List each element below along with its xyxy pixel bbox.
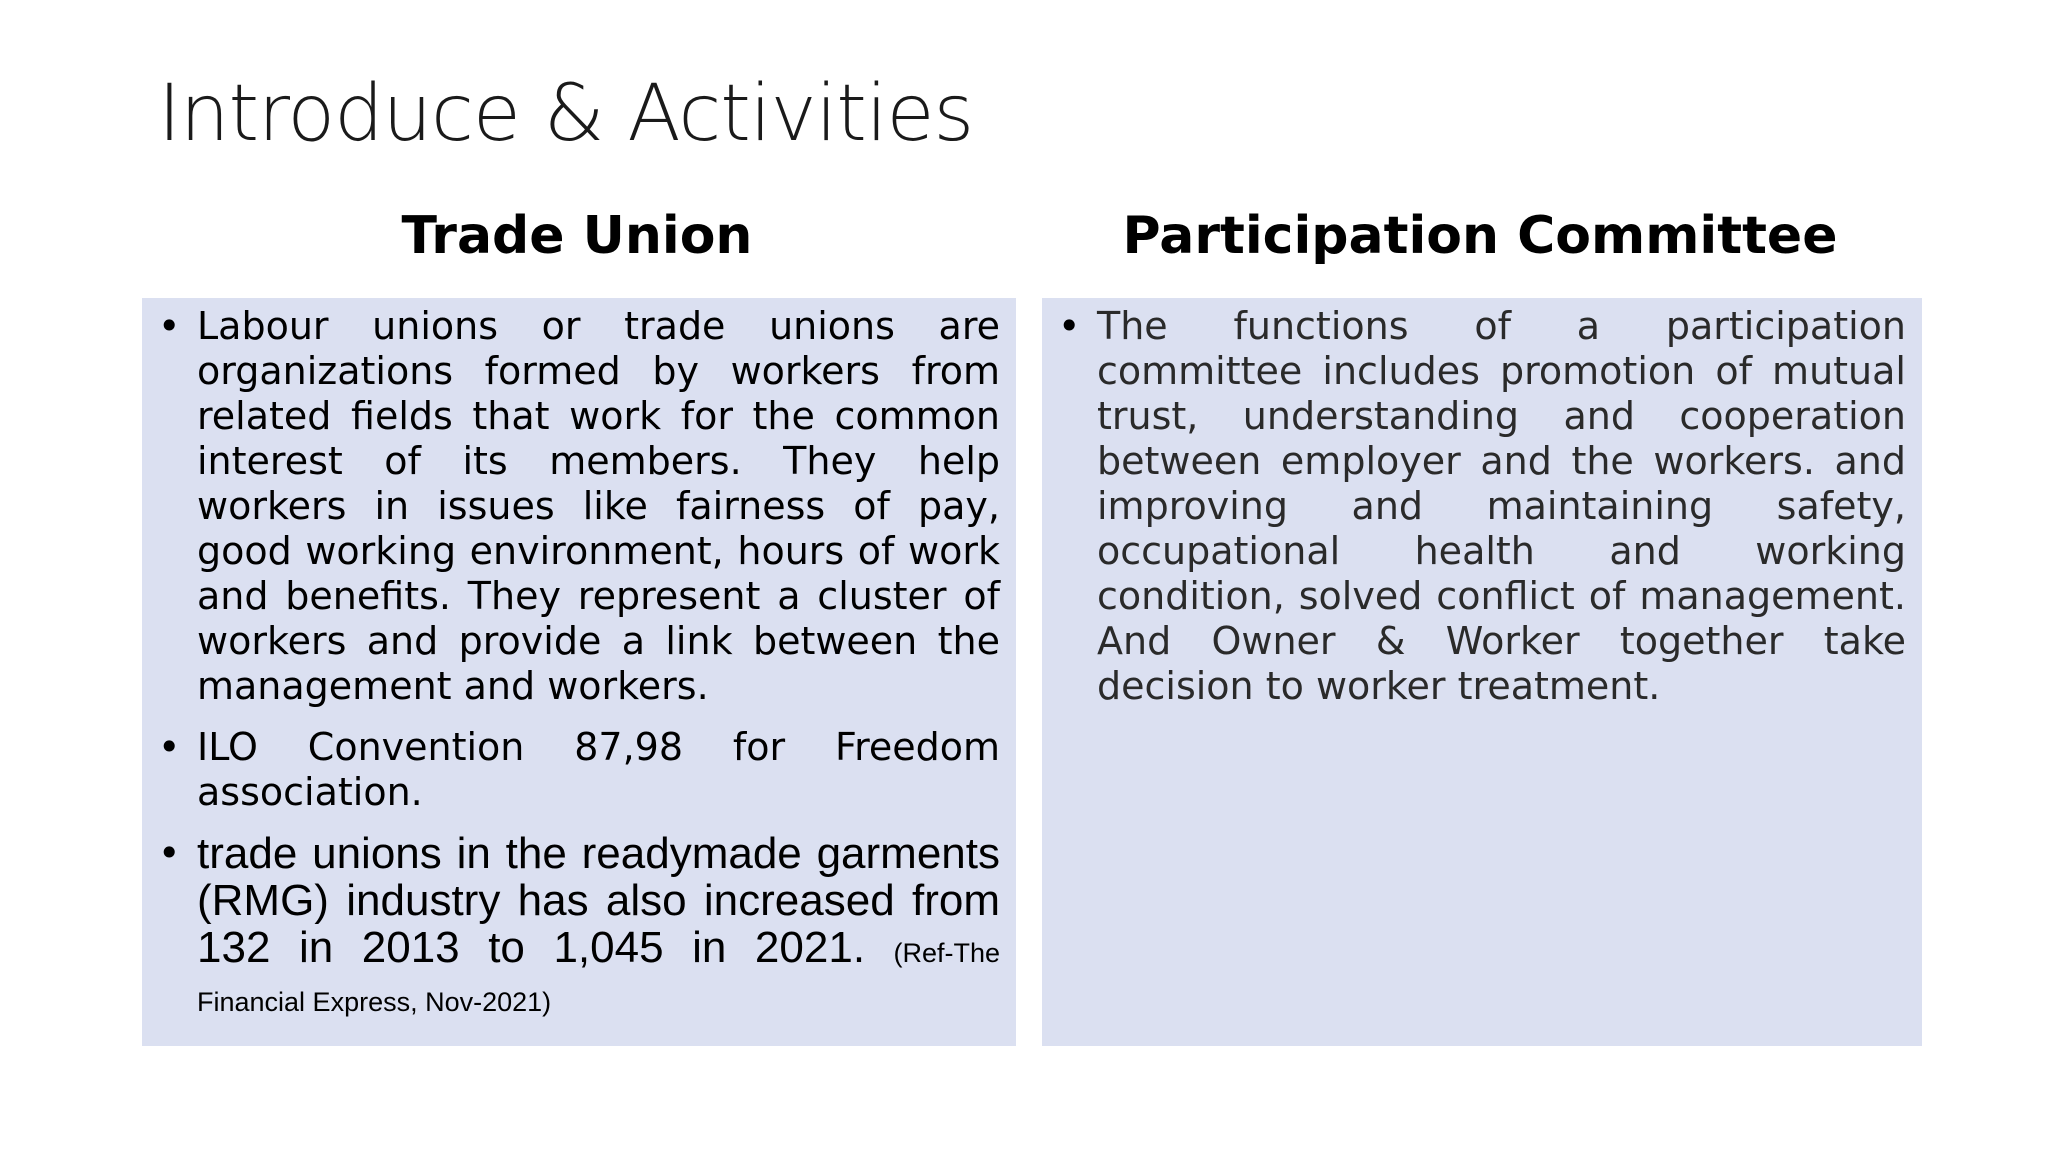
slide-title: Introduce & Activities <box>158 69 974 159</box>
bullet-icon: • <box>1058 304 1081 348</box>
bullet-icon: • <box>158 725 181 769</box>
trade-union-bullet-definition <box>142 304 1000 709</box>
reference-note: (Ref-The Financial Express, Nov-2021) <box>197 938 1000 1017</box>
trade-union-panel <box>142 298 1016 1046</box>
bullet-icon: • <box>158 831 181 875</box>
bullet-text: ILO Convention 87,98 for Freedom association. <box>197 725 1000 814</box>
bullet-text: The functions of a participation committee includes promotion of mutual trust, understanding and cooperation between employer and the workers. and improving and maintaining safety, occupational health and working condition, solved conflict of management. And Owner & Worker together take decision to worker treatment. <box>1097 304 1906 708</box>
trade-union-bullet-list <box>142 298 1016 1025</box>
bullet-text: Labour unions or trade unions are organizations formed by workers from related fields that work for the common interest of its members. They help workers in issues like fairness of pay, good working environment, hours of work and benefits. They represent a cluster of workers and provide a link between the management and workers. <box>197 304 1000 708</box>
bullet-text-with-reference <box>197 831 1000 1025</box>
trade-union-bullet-ilo <box>142 725 1000 815</box>
participation-committee-bullet-list <box>1042 298 1922 709</box>
participation-committee-bullet-functions <box>1042 304 1906 709</box>
bullet-icon: • <box>158 304 181 348</box>
trade-union-bullet-rmg-stats <box>142 831 1000 1025</box>
participation-committee-panel <box>1042 298 1922 1046</box>
trade-union-heading: Trade Union <box>401 206 753 266</box>
participation-committee-heading: Participation Committee <box>1122 206 1838 266</box>
rmg-stats-text: trade unions in the readymade garments (RMG) industry has also increased from 132 in 2013 to 1,045 in 2021. <box>197 829 1000 972</box>
